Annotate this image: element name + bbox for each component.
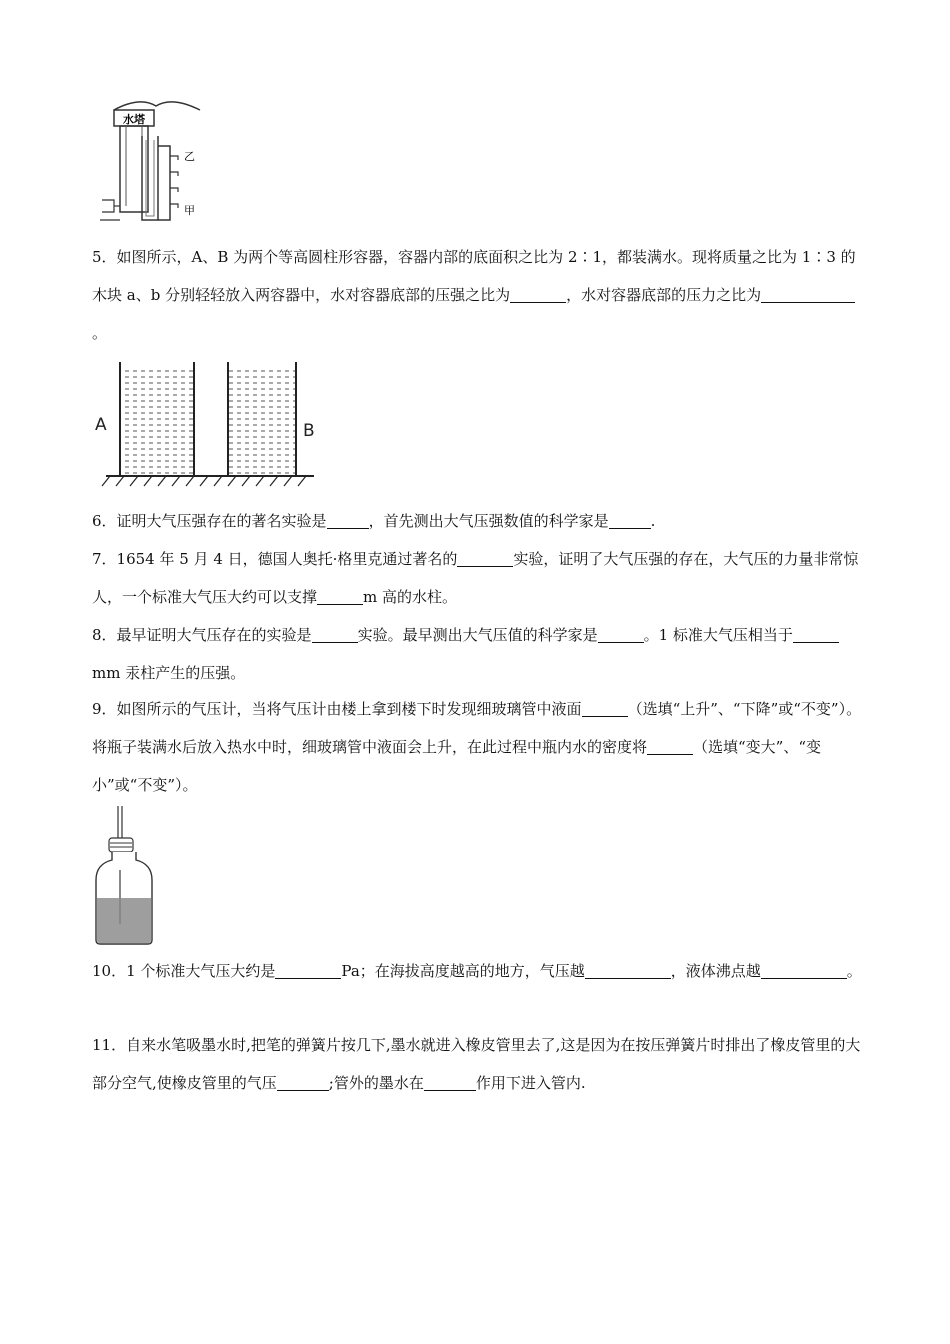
- tower-label: 水塔: [123, 113, 145, 126]
- barometer-figure: [92, 806, 156, 948]
- container-label-a: A: [95, 415, 107, 435]
- answer-blank[interactable]: [327, 510, 369, 529]
- tap-label-bottom: 甲: [184, 204, 195, 217]
- answer-blank[interactable]: [312, 624, 358, 643]
- answer-blank[interactable]: [793, 624, 839, 643]
- tap-label-top: 乙: [184, 150, 195, 163]
- answer-blank[interactable]: [277, 1072, 329, 1091]
- containers-figure: [92, 362, 328, 494]
- question-11: 11．自来水笔吸墨水时,把笔的弹簧片按几下,墨水就进入橡皮管里去了,这是因为在按压弹簧片时排出了橡皮管里的大部分空气,使橡皮管里的气压 ;管外的墨水在 作用下进入管内.: [92, 1036, 861, 1092]
- answer-blank[interactable]: [609, 510, 651, 529]
- answer-blank[interactable]: [585, 960, 671, 979]
- question-8: 8．最早证明大气压存在的实验是 实验。最早测出大气压值的科学家是 。1 标准大气压相当于mm 汞柱产生的压强。: [92, 616, 864, 692]
- answer-blank[interactable]: [457, 548, 513, 567]
- answer-blank[interactable]: [647, 736, 693, 755]
- question-7: 7．1654 年 5 月 4 日，德国人奥托·格里克通过著名的 实验，证明了大气压强的存在，大气压的力量非常惊人，一个标准大气压大约可以支撑 m 高的水柱。: [92, 550, 859, 606]
- question-6: 6．证明大气压强存在的著名实验是 ，首先测出大气压强数值的科学家是 .: [92, 512, 656, 530]
- answer-blank[interactable]: [598, 624, 644, 643]
- answer-blank[interactable]: [582, 698, 628, 717]
- answer-blank[interactable]: [510, 284, 566, 303]
- question-5: 5．如图所示，A、B 为两个等高圆柱形容器，容器内部的底面积之比为 2∶1，都装满水。现将质量之比为 1∶3 的木块 a、b 分别轻轻放入两容器中，水对容器底部的压强之比为 ，水对容器底部的压力之比为。: [92, 248, 856, 342]
- question-9: 9．如图所示的气压计，当将气压计由楼上拿到楼下时发现细玻璃管中液面 （选填“上升”、“下降”或“不变”）。将瓶子装满水后放入热水中时，细玻璃管中液面会上升，在此过程中瓶内水的密度将 （选填“变大”、“变小”或“不变”）。: [92, 700, 862, 794]
- question-10: 10．1 个标准大气压大约是 Pa；在海拔高度越高的地方，气压越 ，液体沸点越 。: [92, 962, 862, 980]
- answer-blank[interactable]: [761, 960, 847, 979]
- answer-blank[interactable]: [761, 284, 855, 303]
- container-label-b: B: [303, 421, 315, 441]
- water-tower-figure: [100, 96, 212, 230]
- answer-blank[interactable]: [317, 586, 363, 605]
- answer-blank[interactable]: [424, 1072, 476, 1091]
- answer-blank[interactable]: [275, 960, 341, 979]
